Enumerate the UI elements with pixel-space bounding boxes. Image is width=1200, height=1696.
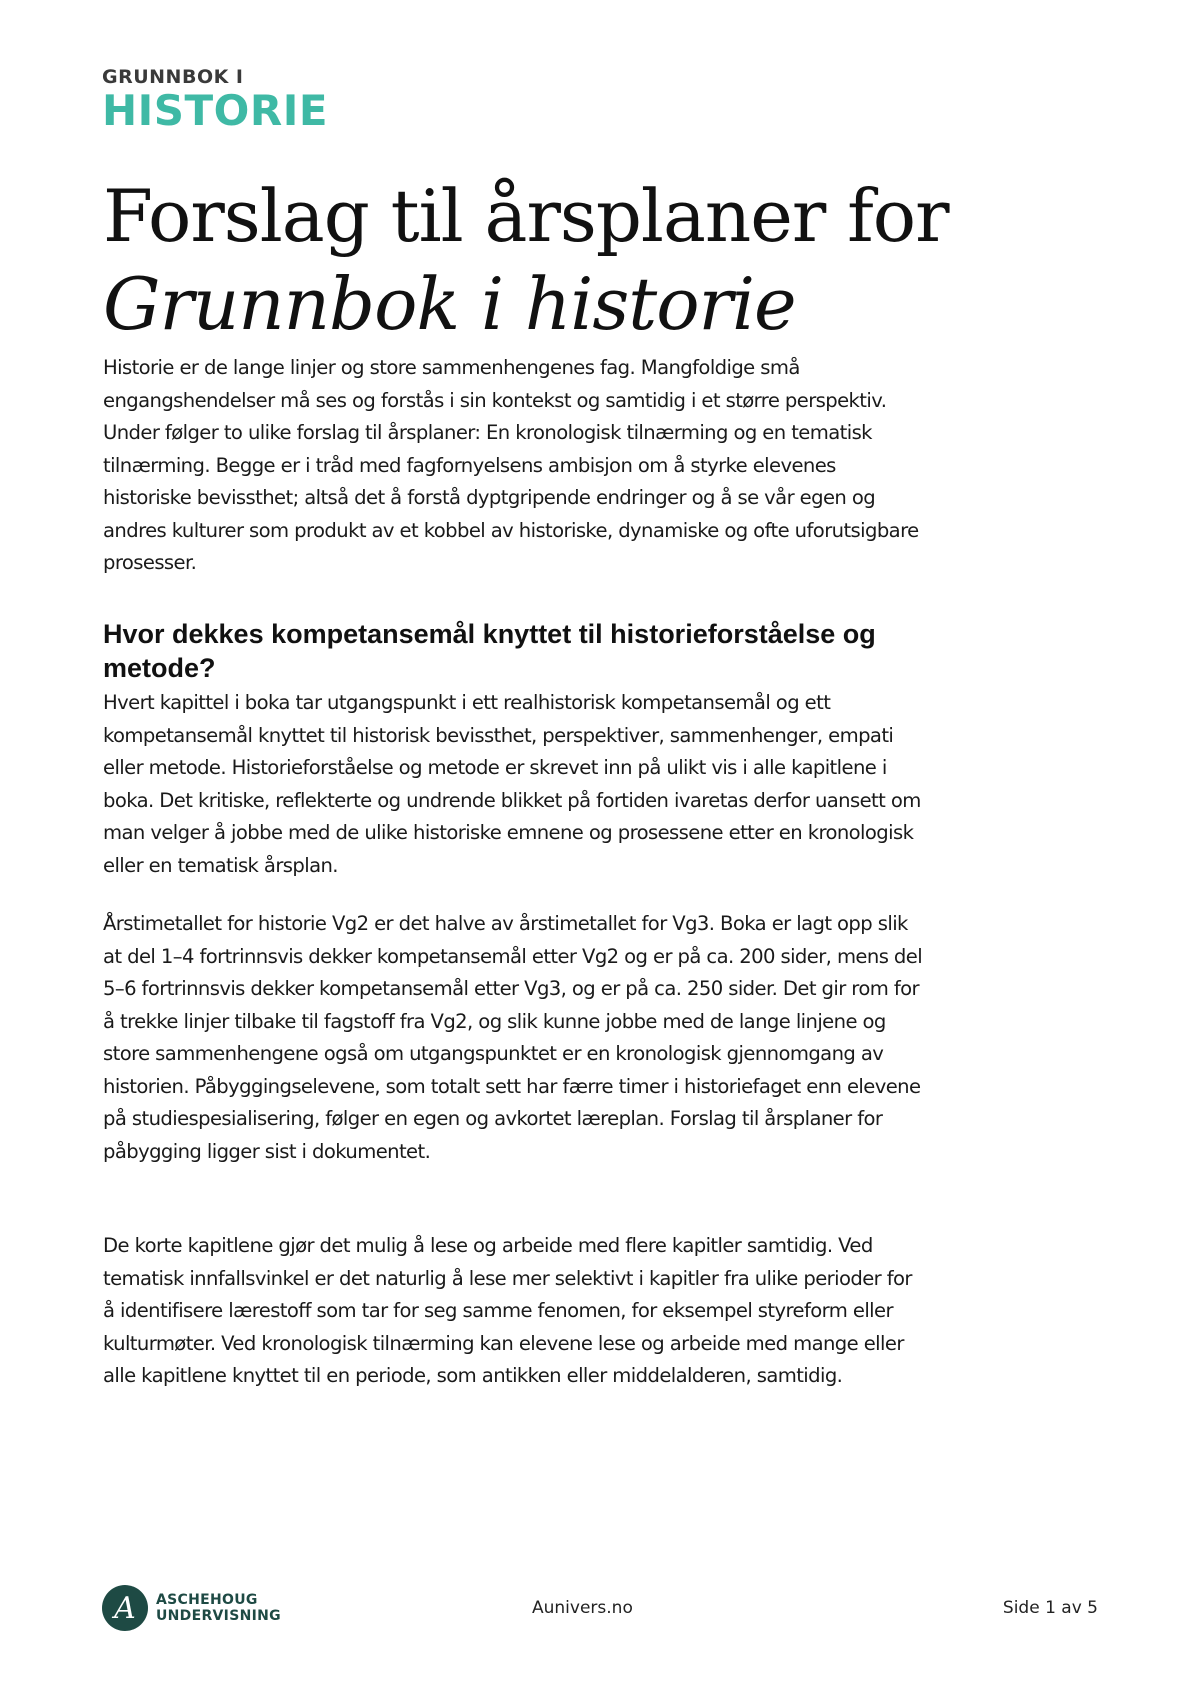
page-title (103, 172, 1103, 348)
aschehoug-logo-icon: A (102, 1585, 148, 1631)
publisher-name-line-2: UNDERVISNING (156, 1608, 281, 1624)
page-number: Side 1 av 5 (1002, 1598, 1098, 1618)
title-line-2: Grunnbok i historie (103, 262, 796, 346)
section-paragraph-2: Årstimetallet for historie Vg2 er det halve av årstimetallet for Vg3. Boka er lagt opp slik at del 1–4 fortrinnsvis dekker kompetansemål etter Vg2 og er på ca. 200 sider, mens del 5–6 fortrinnsvis dekker kompetansemål etter Vg3, og er på ca. 250 sider. Det gir rom for å trekke linjer tilbake til fagstoff fra Vg2, og slik kunne jobbe med de lange linjene og store sammenhengene også om utgangspunktet er en kronologisk gjennomgang av historien. Påbyggingselevene, som totalt sett har færre timer i historiefaget enn elevene på studiespesialisering, følger en egen og avkortet læreplan. Forslag til årsplaner for påbygging ligger sist i dokumentet. (103, 912, 923, 1163)
title-line-1: Forslag til årsplaner for (103, 174, 949, 258)
brand-subtitle: GRUNNBOK I (102, 66, 244, 88)
brand-title: HISTORIE (102, 86, 329, 135)
intro-paragraph: Historie er de lange linjer og store sammenhengenes fag. Mangfoldige små engangshendelser må ses og forstås i sin kontekst og samtidig i et større perspektiv. Under følger to ulike forslag til årsplaner: En kronologisk tilnærming og en tematisk tilnærming. Begge er i tråd med fagfornyelsens ambisjon om å styrke elevenes historiske bevissthet; altså det å forstå dyptgripende endringer og å se vår egen og andres kulturer som produkt av et kobbel av historiske, dynamiske og ofte uforutsigbare prosesser. (103, 356, 919, 574)
section-paragraph-1: Hvert kapittel i boka tar utgangspunkt i ett realhistorisk kompetansemål og ett kompetansemål knyttet til historisk bevissthet, perspektiver, sammenhenger, empati eller metode. Historieforståelse og metode er skrevet inn på ulikt vis i alle kapitlene i boka. Det kritiske, reflekterte og undrende blikket på fortiden ivaretas derfor uansett om man velger å jobbe med de ulike historiske emnene og prosessene etter en kronologisk eller en tematisk årsplan. (103, 691, 921, 877)
publisher-name-line-1: ASCHEHOUG (156, 1592, 258, 1608)
footer-site-link[interactable]: Aunivers.no (532, 1598, 633, 1618)
brand-header (102, 66, 328, 134)
section-heading: Hvor dekkes kompetansemål knyttet til historieforståelse og metode? (103, 619, 876, 683)
page-footer (102, 1585, 1098, 1635)
publisher-logo (102, 1585, 281, 1631)
publisher-name (156, 1592, 281, 1624)
section-paragraph-3: De korte kapitlene gjør det mulig å lese og arbeide med flere kapitler samtidig. Ved tematisk innfallsvinkel er det naturlig å lese mer selektivt i kapitler fra ulike perioder for å identifisere lærestoff som tar for seg samme fenomen, for eksempel styreform eller kulturmøter. Ved kronologisk tilnærming kan elevene lese og arbeide med mange eller alle kapitlene knyttet til en periode, som antikken eller middelalderen, samtidig. (103, 1234, 912, 1387)
